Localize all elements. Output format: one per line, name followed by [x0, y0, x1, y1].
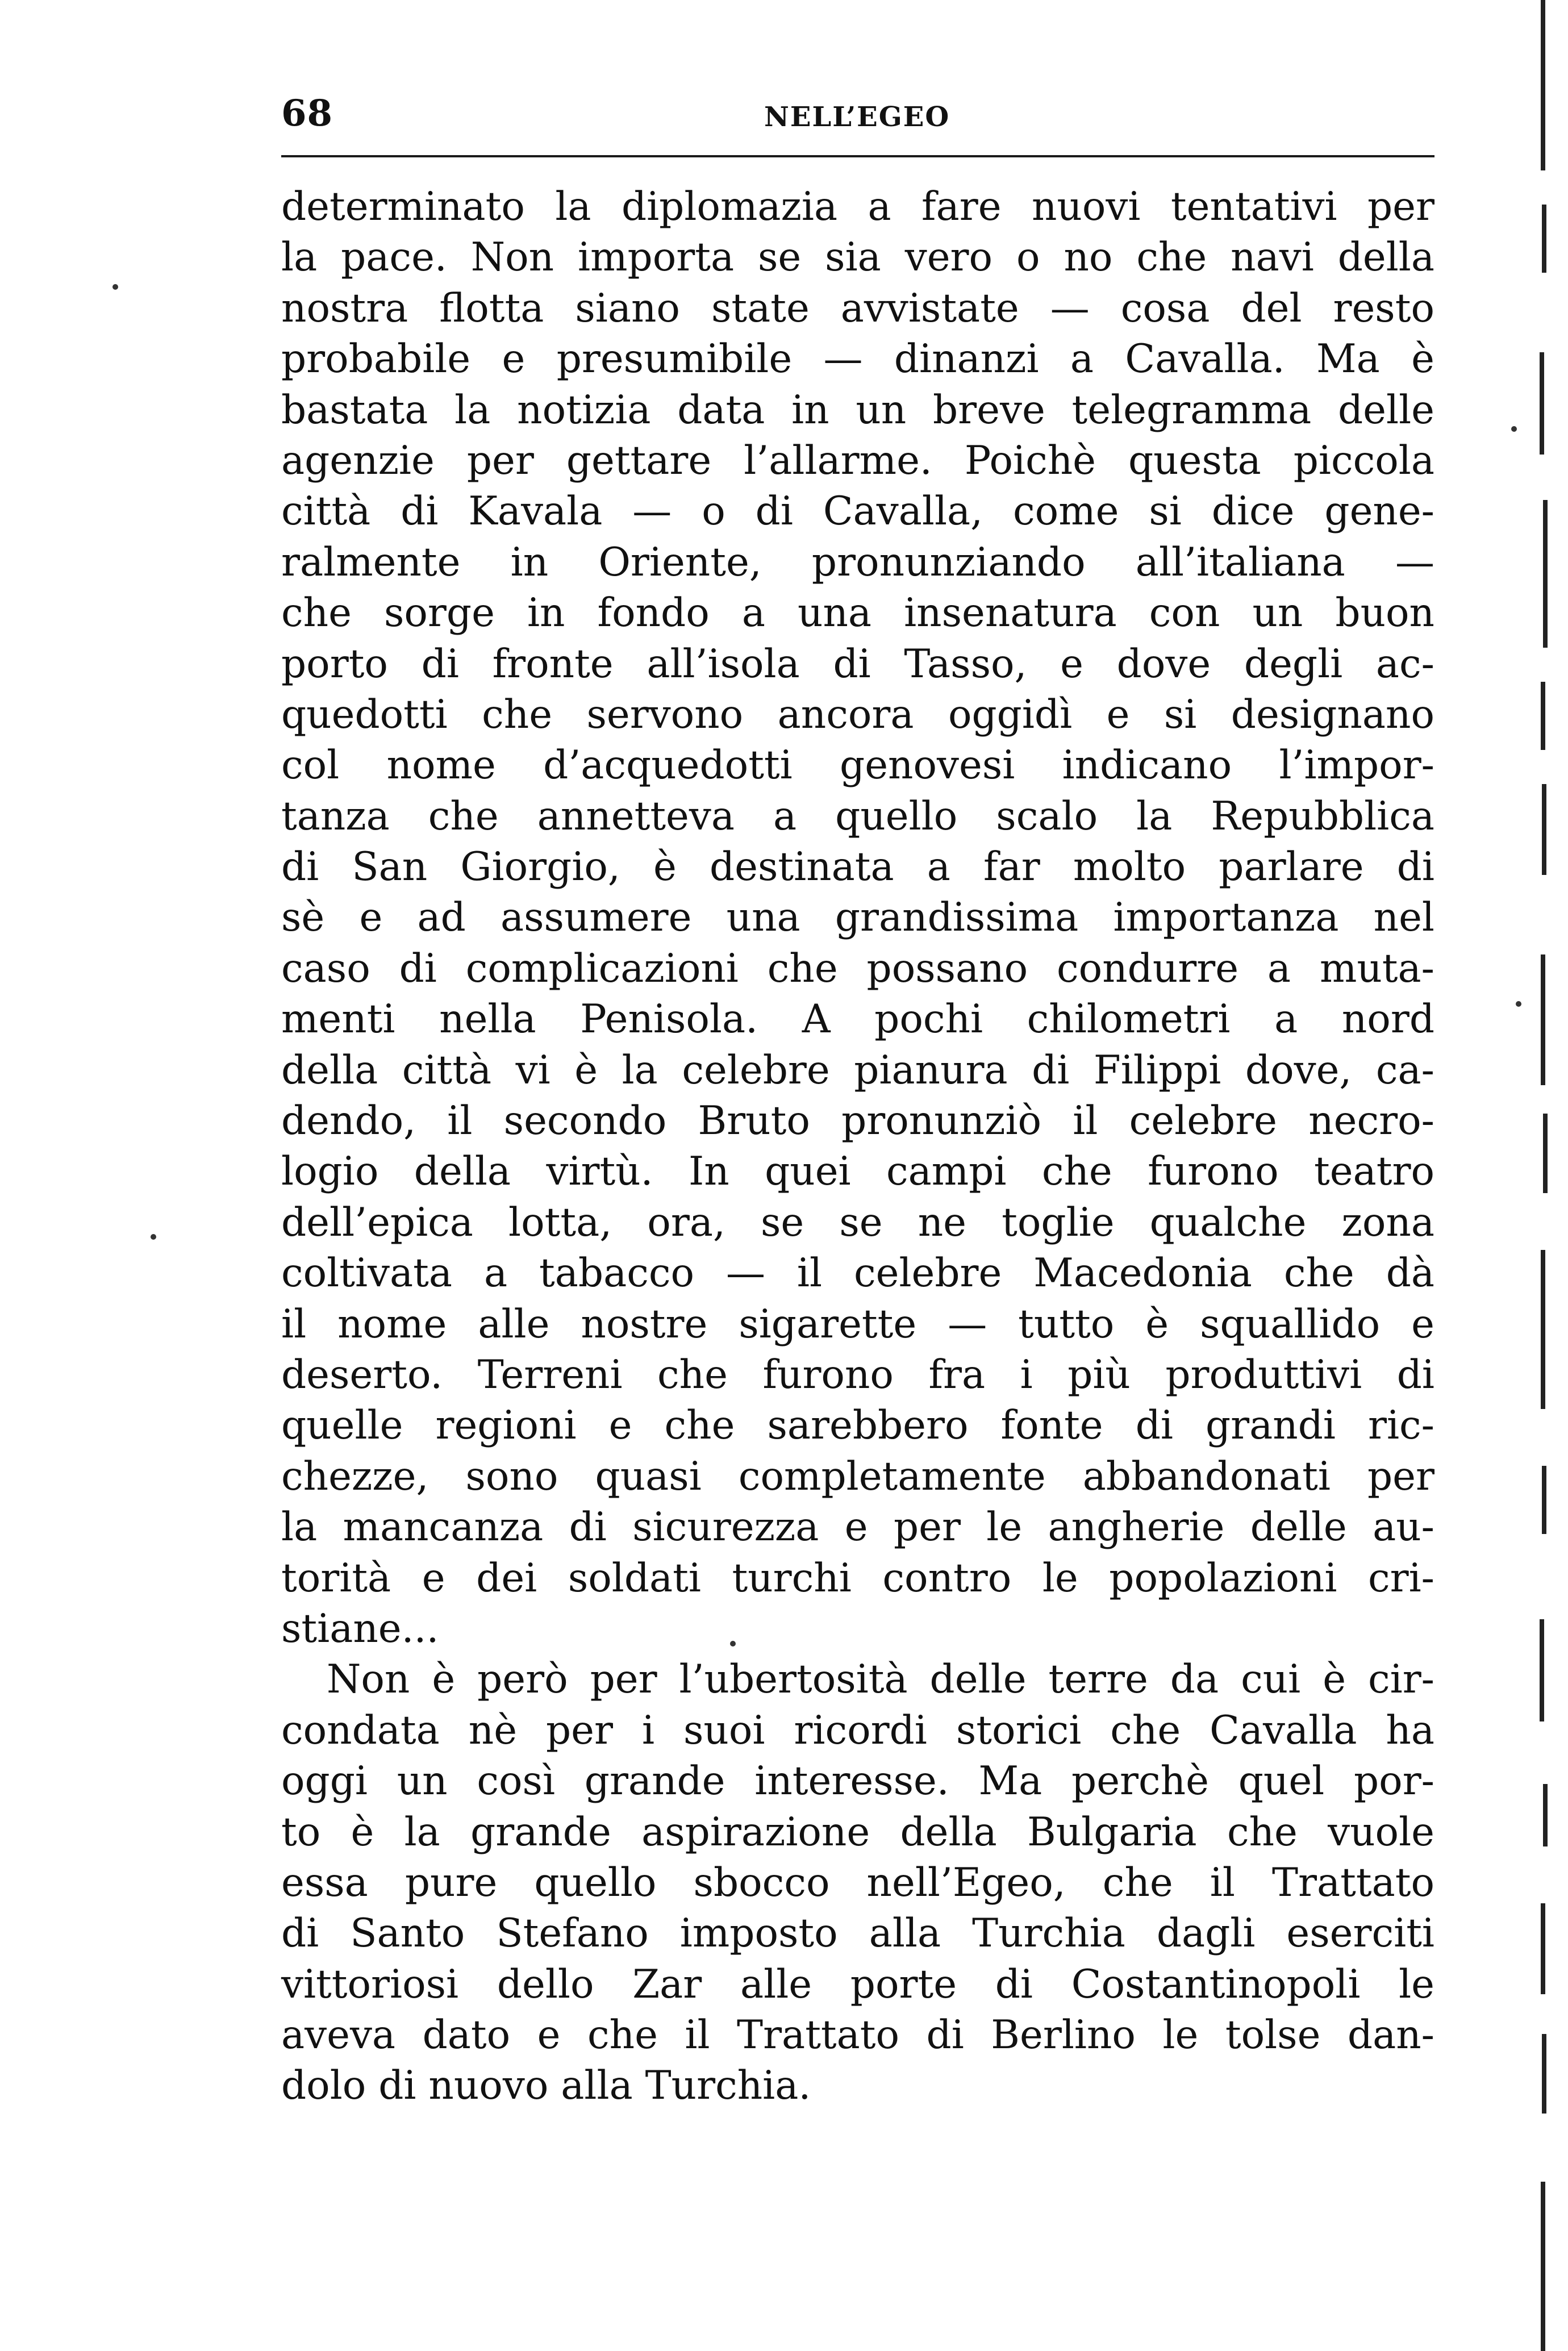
- text-line: menti nella Penisola. A pochi chilometri a nord: [281, 997, 1434, 1043]
- text-line: di Santo Stefano imposto alla Turchia dagli eserciti: [281, 1911, 1434, 1957]
- text-line: quelle regioni e che sarebbero fonte di grandi ric-: [281, 1403, 1434, 1449]
- text-line: la mancanza di sicurezza e per le angherie delle au-: [281, 1504, 1434, 1550]
- text-line: porto di fronte all’isola di Tasso, e dove degli ac-: [281, 641, 1434, 687]
- running-title: NELL’EGEO: [764, 101, 950, 133]
- edge-mark: [1543, 1114, 1548, 1193]
- text-line: tanza che annetteva a quello scalo la Repubblica: [281, 793, 1434, 839]
- text-line: quedotti che servono ancora oggidì e si designano: [281, 691, 1434, 737]
- ink-speck: [730, 1641, 736, 1646]
- text-line: agenzie per gettare l’allarme. Poichè questa piccola: [281, 437, 1434, 483]
- text-line: coltivata a tabacco — il celebre Macedonia che dà: [281, 1250, 1434, 1297]
- ink-speck: [1511, 426, 1517, 432]
- ink-speck: [151, 1234, 156, 1240]
- edge-mark: [1542, 784, 1546, 875]
- text-line: della città vi è la celebre pianura di Filippi dove, ca-: [281, 1047, 1434, 1093]
- page-edge-shadow: [1534, 0, 1557, 2351]
- text-line: dell’epica lotta, ora, se se ne toglie qualche zona: [281, 1199, 1434, 1245]
- text-line: col nome d’acquedotti genovesi indicano l’impor-: [281, 743, 1434, 789]
- text-line: nostra flotta siano state avvistate — cosa del resto: [281, 285, 1434, 331]
- body-text: [281, 182, 1434, 2112]
- text-line: la pace. Non importa se sia vero o no che navi della: [281, 235, 1434, 281]
- text-line: dendo, il secondo Bruto pronunziò il celebre necro-: [281, 1098, 1434, 1144]
- text-line: che sorge in fondo a una insenatura con un buon: [281, 590, 1434, 636]
- text-line: caso di complicazioni che possano condurre a muta-: [281, 945, 1434, 991]
- edge-mark: [1541, 0, 1545, 170]
- text-line: ralmente in Oriente, pronunziando all’italiana —: [281, 539, 1434, 585]
- text-line: condata nè per i suoi ricordi storici che Cavalla ha: [281, 1707, 1434, 1753]
- ink-speck: [1516, 1001, 1521, 1007]
- edge-mark: [1540, 1619, 1544, 1721]
- edge-mark: [1542, 2034, 1546, 2114]
- text-line: chezze, sono quasi completamente abbandonati per: [281, 1453, 1434, 1499]
- edge-mark: [1541, 682, 1545, 750]
- paragraph-end-line: stiane...: [281, 1606, 439, 1652]
- header-rule: [281, 155, 1434, 157]
- text-line: aveva dato e che il Trattato di Berlino le tolse dan-: [281, 2012, 1434, 2058]
- running-head: [281, 84, 1434, 141]
- edge-mark: [1541, 1250, 1545, 1409]
- ink-speck: [112, 284, 118, 290]
- edge-mark: [1540, 352, 1544, 455]
- text-line: torità e dei soldati turchi contro le popolazioni cri-: [281, 1555, 1434, 1601]
- text-line: to è la grande aspirazione della Bulgaria che vuole: [281, 1809, 1434, 1855]
- text-line: logio della virtù. In quei campi che furono teatro: [281, 1149, 1434, 1195]
- edge-mark: [1542, 205, 1546, 273]
- text-line: sè e ad assumere una grandissima importanza nel: [281, 895, 1434, 941]
- edge-mark: [1541, 1903, 1545, 1994]
- text-line: deserto. Terreni che furono fra i più produttivi di: [281, 1352, 1434, 1398]
- text-line: vittoriosi dello Zar alle porte di Costantinopoli le: [281, 1961, 1434, 2007]
- text-line: essa pure quello sbocco nell’Egeo, che il Trattato: [281, 1860, 1434, 1906]
- edge-mark: [1542, 1466, 1546, 1534]
- text-line: città di Kavala — o di Cavalla, come si dice gene-: [281, 489, 1434, 535]
- edge-mark: [1543, 1784, 1548, 1846]
- text-line: di San Giorgio, è destinata a far molto parlare di: [281, 844, 1434, 890]
- paragraph-start-line: Non è però per l’ubertosità delle terre da cui è cir-: [327, 1657, 1434, 1703]
- paragraph-end-line: dolo di nuovo alla Turchia.: [281, 2063, 811, 2109]
- text-line: probabile e presumibile — dinanzi a Cavalla. Ma è: [281, 336, 1434, 382]
- page-number: 68: [281, 92, 333, 135]
- edge-mark: [1543, 500, 1548, 648]
- text-line: bastata la notizia data in un breve telegramma delle: [281, 387, 1434, 433]
- text-line: oggi un così grande interesse. Ma perchè quel por-: [281, 1758, 1434, 1804]
- edge-mark: [1541, 954, 1545, 1085]
- edge-mark: [1541, 2182, 1545, 2351]
- text-line: il nome alle nostre sigarette — tutto è squallido e: [281, 1301, 1434, 1347]
- text-line: determinato la diplomazia a fare nuovi tentativi per: [281, 184, 1434, 230]
